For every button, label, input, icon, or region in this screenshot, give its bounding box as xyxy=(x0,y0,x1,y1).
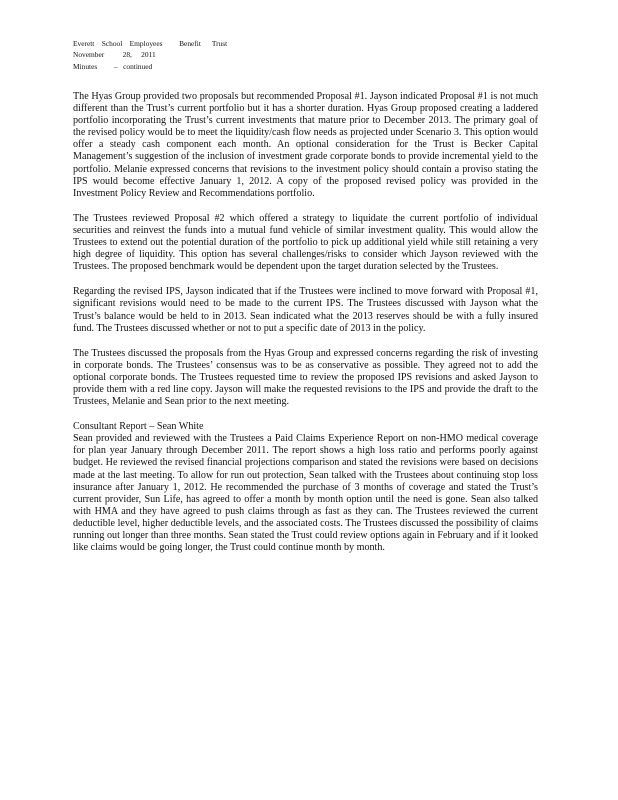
header-minutes-line: Minutes – continued xyxy=(73,61,153,71)
document-header xyxy=(73,38,333,72)
paragraph-proposal-2: The Trustees reviewed Proposal #2 which offered a strategy to liquidate the current portfolio of individual securities and reinvest the funds into a mutual fund vehicle of similar investment quality. This would allow the Trustees to extend out the potential duration of the portfolio to pick up additional yield while still retaining a very high degree of liquidity. This option has several challenges/risks to consider which Jayson reviewed with the Trustees. The proposed benchmark would be dependent upon the target duration selected by the Trustees. xyxy=(73,212,538,273)
document-body xyxy=(73,91,538,554)
paragraph-trustees-discussion: The Trustees discussed the proposals from the Hyas Group and expressed concerns regarding the risk of investing in corporate bonds. The Trustees’ consensus was to be as conservative as possible. They agreed not to add the optional corporate bonds. The Trustees requested time to review the proposed IPS revisions and asked Jayson to provide them with a red line copy. Jayson will make the requested revisions to the IPS and provide the draft to the Trustees, Melanie and Sean prior to the next meeting. xyxy=(73,347,538,408)
header-org-line: Everett School Employees Benefit Trust xyxy=(73,39,228,48)
paragraph-hyas-proposals: The Hyas Group provided two proposals but recommended Proposal #1. Jayson indicated Proposal #1 is not much different than the Trust’s current portfolio but it has a shorter duration. Hyas Group proposed creating a laddered portfolio incorporating the Trust’s current investments that mature prior to December 2013. The primary goal of the revised policy would be to meet the liquidity/cash flow needs as projected under Scenario 3. This option would offer a steady cash component each month. An optional consideration for the Trust is Becker Capital Management’s suggestion of the inclusion of investment grade corporate bonds to provide incremental yield to the portfolio. Melanie expressed concerns that revisions to the investment policy should contain a proviso stating the IPS would become effective January 1, 2012. A copy of the proposed revised policy was provided in the Investment Policy Review and Recommendations portfolio. xyxy=(73,91,538,199)
consultant-report-text: Sean provided and reviewed with the Trustees a Paid Claims Experience Report on non-HMO medical coverage for plan year January through December 2011. The report shows a high loss ratio and performs poorly against budget. He reviewed the revised financial projections comparison and stated the revisions were based on decisions made at the last meeting. To allow for run out protection, Sean talked with the Trustees about continuing stop loss insurance after January 1, 2012. He recommended the purchase of 3 months of coverage and stated the Trust’s current provider, Sun Life, has agreed to offer a month by month option until the need is gone. Sean also talked with HMA and they have agreed to push claims through as fast as they can. The Trustees reviewed the current deductible level, higher deductible levels, and the associated costs. The Trustees discussed the possibility of claims running out longer than three months. Sean stated the Trust could review options again in February and if it looked like claims would be going longer, the Trust could continue month by month. xyxy=(73,433,538,554)
paragraph-revised-ips: Regarding the revised IPS, Jayson indicated that if the Trustees were inclined to move forward with Proposal #1, significant revisions would need to be made to the current IPS. The Trustees discussed with Jayson what the Trust’s balance would be held to in 2013. Sean indicated what the 2013 reserves should be with a fully insured fund. The Trustees discussed whether or not to put a specific date of 2013 in the policy. xyxy=(73,286,538,334)
consultant-report-heading: Consultant Report – Sean White xyxy=(73,421,204,433)
header-date-line: November 28, 2011 xyxy=(73,50,156,60)
